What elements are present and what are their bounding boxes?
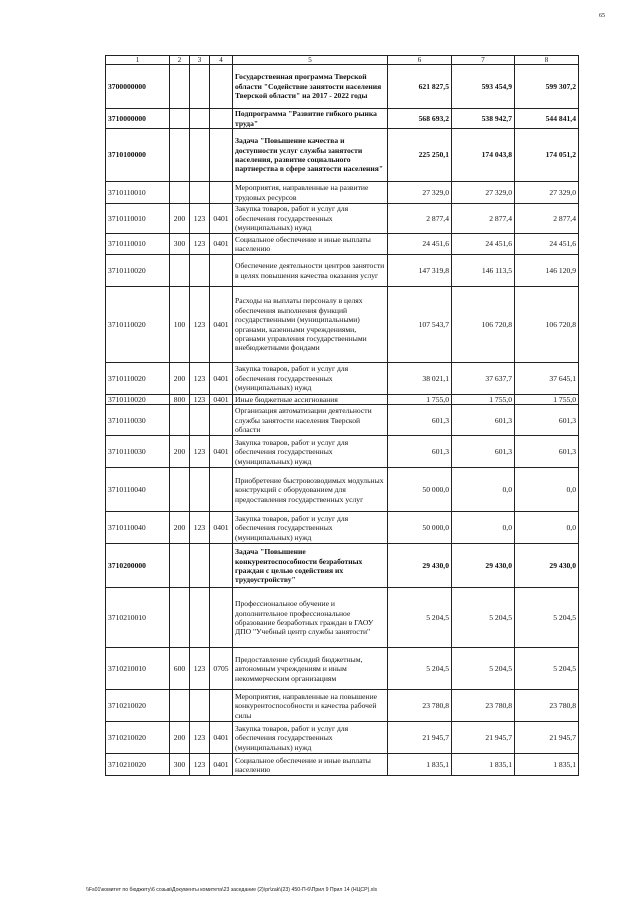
row-value-col6: 27 329,0 [388, 182, 452, 204]
row-code: 3710100000 [106, 129, 170, 182]
row-code: 3710110040 [106, 468, 170, 512]
row-value-col7: 24 451,6 [452, 234, 515, 255]
row-section-code [210, 468, 233, 512]
row-code: 3710210010 [106, 588, 170, 648]
row-code: 3710110040 [106, 512, 170, 544]
row-code: 3710110020 [106, 287, 170, 363]
row-section-code [210, 588, 233, 648]
table-row [106, 754, 579, 776]
row-value-col8: 23 780,8 [515, 690, 579, 722]
row-value-col8: 174 051,2 [515, 129, 579, 182]
row-value-col6: 147 319,8 [388, 255, 452, 287]
row-name: Задача "Повышение качества и доступности услуг службы занятости населения, развитие социального партнерства в сфере занятости населения" [233, 129, 388, 182]
row-value-col8: 599 307,2 [515, 65, 579, 109]
row-value-col6: 38 021,1 [388, 363, 452, 395]
row-value-col7: 601,3 [452, 405, 515, 436]
row-value-col7: 5 204,5 [452, 648, 515, 690]
row-code: 3710110030 [106, 436, 170, 468]
row-value-col7: 23 780,8 [452, 690, 515, 722]
row-name: Социальное обеспечение и иные выплаты населению [233, 234, 388, 255]
row-expense-type [170, 405, 190, 436]
row-section-code: 0705 [210, 648, 233, 690]
row-value-col8: 21 945,7 [515, 722, 579, 754]
budget-table [105, 55, 579, 776]
row-value-col8: 24 451,6 [515, 234, 579, 255]
row-value-col6: 601,3 [388, 405, 452, 436]
row-value-col7: 0,0 [452, 512, 515, 544]
row-expense-type [170, 468, 190, 512]
row-expense-type [170, 690, 190, 722]
row-value-col8: 2 877,4 [515, 204, 579, 234]
row-name: Обеспечение деятельности центров занятости в целях повышения качества оказания услуг [233, 255, 388, 287]
row-name: Закупка товаров, работ и услуг для обеспечения государственных (муниципальных) нужд [233, 512, 388, 544]
row-section-code [210, 405, 233, 436]
row-admin-code: 123 [190, 722, 210, 754]
row-section-code [210, 129, 233, 182]
row-expense-type: 100 [170, 287, 190, 363]
row-admin-code [190, 109, 210, 129]
table-row [106, 468, 579, 512]
row-expense-type: 200 [170, 363, 190, 395]
row-section-code: 0401 [210, 287, 233, 363]
row-value-col8: 106 720,8 [515, 287, 579, 363]
row-section-code [210, 544, 233, 588]
table-row [106, 234, 579, 255]
row-expense-type: 200 [170, 204, 190, 234]
row-admin-code: 123 [190, 436, 210, 468]
row-value-col7: 37 637,7 [452, 363, 515, 395]
row-admin-code: 123 [190, 512, 210, 544]
row-value-col8: 601,3 [515, 405, 579, 436]
row-expense-type: 200 [170, 512, 190, 544]
row-value-col6: 50 000,0 [388, 512, 452, 544]
row-expense-type: 800 [170, 395, 190, 405]
row-name: Профессиональное обучение и дополнительное профессиональное образование безработных граждан в ГАОУ ДПО "Учебный центр службы занятости" [233, 588, 388, 648]
table-row [106, 287, 579, 363]
row-value-col6: 5 204,5 [388, 588, 452, 648]
row-name: Подпрограмма "Развитие гибкого рынка труда" [233, 109, 388, 129]
row-value-col8: 37 645,1 [515, 363, 579, 395]
row-admin-code [190, 65, 210, 109]
row-value-col6: 50 000,0 [388, 468, 452, 512]
row-value-col7: 174 043,8 [452, 129, 515, 182]
row-value-col8: 27 329,0 [515, 182, 579, 204]
row-value-col8: 1 835,1 [515, 754, 579, 776]
row-name: Задача "Повышение конкурентоспособности безработных граждан с целью содействия их трудоустройству" [233, 544, 388, 588]
row-admin-code: 123 [190, 287, 210, 363]
row-section-code: 0401 [210, 436, 233, 468]
row-value-col6: 601,3 [388, 436, 452, 468]
row-name: Расходы на выплаты персоналу в целях обеспечения выполнения функций государственными (муниципальными) органами, казенными учреждениями, органами управления государственными внебюджетными фондами [233, 287, 388, 363]
row-value-col8: 5 204,5 [515, 588, 579, 648]
row-admin-code: 123 [190, 395, 210, 405]
row-name: Организация автоматизации деятельности службы занятости населения Тверской области [233, 405, 388, 436]
row-admin-code [190, 129, 210, 182]
row-code: 3710110010 [106, 204, 170, 234]
table-row [106, 363, 579, 395]
row-name: Закупка товаров, работ и услуг для обеспечения государственных (муниципальных) нужд [233, 363, 388, 395]
row-value-col8: 29 430,0 [515, 544, 579, 588]
row-admin-code [190, 588, 210, 648]
row-value-col6: 621 827,5 [388, 65, 452, 109]
row-code: 3710210020 [106, 722, 170, 754]
column-header: 6 [388, 56, 452, 65]
table-row [106, 255, 579, 287]
table-row [106, 109, 579, 129]
row-value-col6: 29 430,0 [388, 544, 452, 588]
row-code: 3710110020 [106, 395, 170, 405]
row-expense-type [170, 182, 190, 204]
table-row [106, 588, 579, 648]
row-name: Закупка товаров, работ и услуг для обеспечения государственных (муниципальных) нужд [233, 204, 388, 234]
row-value-col7: 538 942,7 [452, 109, 515, 129]
table-header-row [106, 56, 579, 65]
row-expense-type: 600 [170, 648, 190, 690]
row-code: 3710110030 [106, 405, 170, 436]
row-expense-type [170, 109, 190, 129]
table-row [106, 436, 579, 468]
table-row [106, 405, 579, 436]
row-admin-code [190, 544, 210, 588]
row-value-col6: 21 945,7 [388, 722, 452, 754]
row-section-code: 0401 [210, 754, 233, 776]
row-value-col7: 5 204,5 [452, 588, 515, 648]
row-value-col6: 2 877,4 [388, 204, 452, 234]
row-expense-type: 200 [170, 436, 190, 468]
column-header: 7 [452, 56, 515, 65]
row-value-col6: 1 835,1 [388, 754, 452, 776]
table-row [106, 690, 579, 722]
row-value-col8: 544 841,4 [515, 109, 579, 129]
row-section-code [210, 690, 233, 722]
row-value-col7: 1 835,1 [452, 754, 515, 776]
row-expense-type [170, 588, 190, 648]
row-code: 3710210020 [106, 690, 170, 722]
row-admin-code [190, 468, 210, 512]
column-header: 3 [190, 56, 210, 65]
row-expense-type [170, 255, 190, 287]
row-section-code [210, 109, 233, 129]
row-code: 3710110020 [106, 363, 170, 395]
column-header: 8 [515, 56, 579, 65]
row-code: 3700000000 [106, 65, 170, 109]
row-name: Закупка товаров, работ и услуг для обеспечения государственных (муниципальных) нужд [233, 722, 388, 754]
row-value-col8: 0,0 [515, 468, 579, 512]
table-row [106, 182, 579, 204]
row-value-col7: 601,3 [452, 436, 515, 468]
row-expense-type [170, 65, 190, 109]
row-admin-code: 123 [190, 754, 210, 776]
row-value-col8: 0,0 [515, 512, 579, 544]
row-code: 3710110010 [106, 182, 170, 204]
row-code: 3710110020 [106, 255, 170, 287]
row-value-col6: 107 543,7 [388, 287, 452, 363]
row-value-col6: 23 780,8 [388, 690, 452, 722]
row-value-col7: 106 720,8 [452, 287, 515, 363]
row-name: Социальное обеспечение и иные выплаты населению [233, 754, 388, 776]
table-row [106, 129, 579, 182]
row-section-code [210, 255, 233, 287]
row-name: Иные бюджетные ассигнования [233, 395, 388, 405]
table-row [106, 544, 579, 588]
row-name: Государственная программа Тверской области "Содействие занятости населения Тверской области" на 2017 - 2022 годы [233, 65, 388, 109]
column-header: 2 [170, 56, 190, 65]
row-name: Мероприятия, направленные на повышение конкурентоспособности и качества рабочей силы [233, 690, 388, 722]
row-section-code: 0401 [210, 512, 233, 544]
row-admin-code [190, 182, 210, 204]
row-value-col7: 1 755,0 [452, 395, 515, 405]
row-code: 3710000000 [106, 109, 170, 129]
row-value-col8: 146 120,9 [515, 255, 579, 287]
table-row [106, 65, 579, 109]
row-section-code: 0401 [210, 722, 233, 754]
page-number: 65 [599, 13, 605, 19]
row-section-code [210, 65, 233, 109]
row-value-col6: 568 693,2 [388, 109, 452, 129]
column-header: 4 [210, 56, 233, 65]
table-row [106, 722, 579, 754]
row-value-col6: 5 204,5 [388, 648, 452, 690]
row-name: Предоставление субсидий бюджетным, автономным учреждениям и иным некоммерческим организациям [233, 648, 388, 690]
row-admin-code: 123 [190, 204, 210, 234]
table-row [106, 204, 579, 234]
row-admin-code: 123 [190, 648, 210, 690]
row-name: Закупка товаров, работ и услуг для обеспечения государственных (муниципальных) нужд [233, 436, 388, 468]
table-row [106, 395, 579, 405]
row-value-col6: 24 451,6 [388, 234, 452, 255]
row-value-col7: 27 329,0 [452, 182, 515, 204]
row-expense-type: 300 [170, 754, 190, 776]
row-name: Мероприятия, направленные на развитие трудовых ресурсов [233, 182, 388, 204]
row-value-col6: 225 250,1 [388, 129, 452, 182]
row-name: Приобретение быстровозводимых модульных конструкций с оборудованием для предоставления государственных услуг [233, 468, 388, 512]
row-admin-code: 123 [190, 363, 210, 395]
row-code: 3710110010 [106, 234, 170, 255]
file-path-footer: \\Fs01\комитет по бюджету\6 созыв\Документы комитета\23 заседание (2)\pr\zak\(23) 450-П-6\Прил 9 Прил 14 (НЦСР).xls [86, 887, 378, 893]
table-row [106, 512, 579, 544]
row-value-col7: 21 945,7 [452, 722, 515, 754]
row-section-code [210, 182, 233, 204]
row-section-code: 0401 [210, 363, 233, 395]
row-expense-type [170, 544, 190, 588]
row-value-col7: 146 113,5 [452, 255, 515, 287]
row-admin-code [190, 690, 210, 722]
column-header: 5 [233, 56, 388, 65]
row-code: 3710200000 [106, 544, 170, 588]
row-code: 3710210020 [106, 754, 170, 776]
table-row [106, 648, 579, 690]
row-value-col8: 5 204,5 [515, 648, 579, 690]
row-section-code: 0401 [210, 204, 233, 234]
row-value-col7: 29 430,0 [452, 544, 515, 588]
row-admin-code: 123 [190, 234, 210, 255]
row-code: 3710210010 [106, 648, 170, 690]
row-expense-type [170, 129, 190, 182]
row-value-col7: 593 454,9 [452, 65, 515, 109]
row-expense-type: 200 [170, 722, 190, 754]
row-section-code: 0401 [210, 234, 233, 255]
column-header: 1 [106, 56, 170, 65]
row-admin-code [190, 405, 210, 436]
row-value-col7: 0,0 [452, 468, 515, 512]
row-value-col6: 1 755,0 [388, 395, 452, 405]
row-value-col8: 1 755,0 [515, 395, 579, 405]
row-value-col8: 601,3 [515, 436, 579, 468]
row-value-col7: 2 877,4 [452, 204, 515, 234]
row-expense-type: 300 [170, 234, 190, 255]
row-section-code: 0401 [210, 395, 233, 405]
row-admin-code [190, 255, 210, 287]
